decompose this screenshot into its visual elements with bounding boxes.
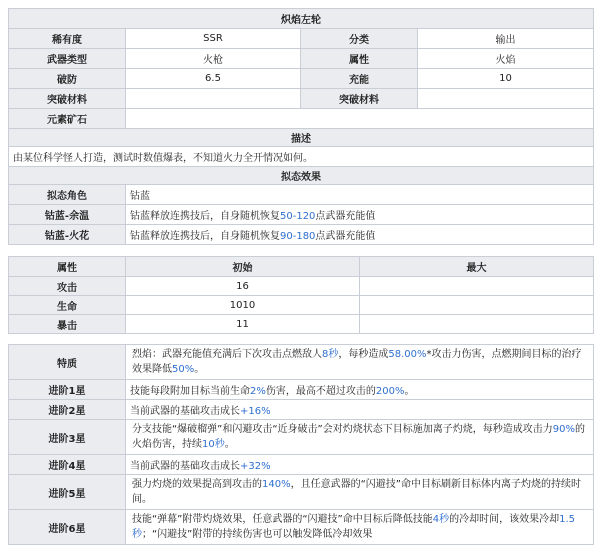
star-label: 进阶3星: [9, 420, 126, 455]
simulacra-role-label: 拟态角色: [9, 185, 126, 205]
breakthrough-value: [126, 89, 301, 109]
simulacra-effect-text: 钴蓝释放连携技后，自身随机恢复50-120点武器充能值: [126, 205, 594, 225]
armor-break-label: 破防: [9, 69, 126, 89]
stat-max: [360, 315, 594, 334]
stats-header-initial: 初始: [126, 257, 360, 277]
stats-header-max: 最大: [360, 257, 594, 277]
attribute-value: 火焰: [418, 49, 594, 69]
simulacra-header: 拟态效果: [9, 167, 594, 185]
simulacra-effect-text: 钴蓝释放连携技后，自身随机恢复90-180点武器充能值: [126, 225, 594, 245]
simulacra-effect-label: 钴蓝-火花: [9, 225, 126, 245]
stats-header-attribute: 属性: [9, 257, 126, 277]
stat-max: [360, 277, 594, 296]
stat-initial: 1010: [126, 296, 360, 315]
stat-name: 生命: [9, 296, 126, 315]
rarity-label: 稀有度: [9, 29, 126, 49]
star-text: 当前武器的基础攻击成长+16%: [126, 400, 594, 420]
stat-initial: 11: [126, 315, 360, 334]
simulacra-role-value: 钴蓝: [126, 185, 594, 205]
traits-table: [8, 344, 594, 545]
rarity-value: SSR: [126, 29, 301, 49]
breakthrough-label-2: 突破材料: [301, 89, 418, 109]
trait-label: 特质: [9, 345, 126, 380]
ore-value: [126, 109, 594, 129]
star-label: 进阶1星: [9, 380, 126, 400]
stat-initial: 16: [126, 277, 360, 296]
star-label: 进阶4星: [9, 455, 126, 475]
class-label: 分类: [301, 29, 418, 49]
stat-name: 暴击: [9, 315, 126, 334]
star-text: 技能每段附加目标当前生命2%伤害，最高不超过攻击的200%。: [126, 380, 594, 400]
breakthrough-value-2: [418, 89, 594, 109]
star-text: 技能“弹幕”附带灼烧效果，任意武器的“闪避技”命中目标后降低技能4秒的冷却时间，该效果冷却1.5秒；“闪避技”附带的持续伤害也可以触发降低冷却效果: [126, 510, 594, 545]
star-label: 进阶6星: [9, 510, 126, 545]
star-label: 进阶5星: [9, 475, 126, 510]
stats-table: [8, 256, 594, 334]
description-text: 由某位科学怪人打造，测试时数值爆表，不知道火力全开情况如何。: [9, 147, 594, 167]
star-text: 强力灼烧的效果提高到攻击的140%，且任意武器的“闪避技”命中目标刷新目标体内离子灼烧的持续时间。: [126, 475, 594, 510]
weapon-type-label: 武器类型: [9, 49, 126, 69]
armor-break-value: 6.5: [126, 69, 301, 89]
attribute-label: 属性: [301, 49, 418, 69]
stat-name: 攻击: [9, 277, 126, 296]
star-label: 进阶2星: [9, 400, 126, 420]
weapon-info-table: [8, 8, 594, 245]
ore-label: 元素矿石: [9, 109, 126, 129]
weapon-title: 炽焰左轮: [9, 9, 594, 29]
star-text: 当前武器的基础攻击成长+32%: [126, 455, 594, 475]
star-text: 分支技能“爆破榴弹”和闪避攻击“近身破击”会对灼烧状态下目标施加离子灼烧，每秒造成攻击力90%的火焰伤害，持续10秒。: [126, 420, 594, 455]
charge-value: 10: [418, 69, 594, 89]
trait-text: 烈焰：武器充能值充满后下次攻击点燃敌人8秒，每秒造成58.00%*攻击力伤害，点燃期间目标的治疗效果降低50%。: [126, 345, 594, 380]
description-header: 描述: [9, 129, 594, 147]
breakthrough-label: 突破材料: [9, 89, 126, 109]
weapon-type-value: 火枪: [126, 49, 301, 69]
charge-label: 充能: [301, 69, 418, 89]
stat-max: [360, 296, 594, 315]
simulacra-effect-label: 钴蓝-余温: [9, 205, 126, 225]
class-value: 输出: [418, 29, 594, 49]
